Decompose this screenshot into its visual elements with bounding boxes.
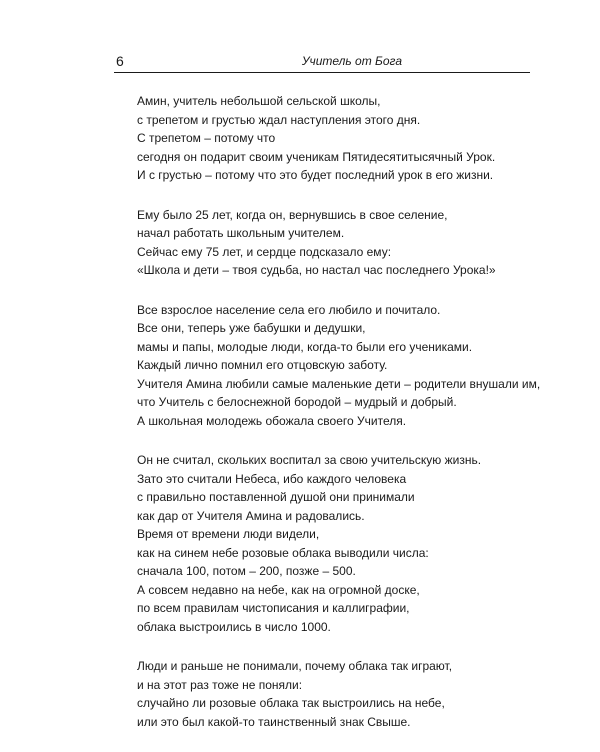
text-line: Он не считал, скольких воспитал за свою учительскую жизнь. [137,453,482,467]
body-text [137,92,541,752]
text-line: Люди и раньше не понимали, почему облака так играют, [137,659,453,673]
text-line: с трепетом и грустью ждал наступления этого дня. [137,112,421,127]
paragraph-3 [137,301,541,431]
text-line: по всем правилам чистописания и каллиграфии, [137,601,410,615]
text-line: А школьная молодежь обожала своего Учителя. [137,413,407,428]
text-line: как дар от Учителя Амина и радовались. [137,508,365,523]
paragraph-4 [137,451,537,636]
paragraph-2 [137,206,537,280]
paragraph-5 [137,657,537,731]
text-line: начал работать школьным учителем. [137,226,345,240]
paragraph-1 [137,92,537,185]
text-line: И с грустью – потому что это будет последний урок в его жизни. [137,168,494,182]
text-line: С трепетом – потому что [137,131,276,145]
text-line: Сейчас ему 75 лет, и сердце подсказало ему: [137,244,392,259]
text-line: Все они, теперь уже бабушки и дедушки, [137,321,366,335]
text-line: Все взрослое население села его любило и почитало. [137,302,441,317]
text-line: Зато это считали Небеса, ибо каждого человека [137,471,407,486]
text-line: Учителя Амина любили самые маленькие дети – родители внушали им, [137,376,541,391]
text-line: Ему было 25 лет, когда он, вернувшись в свое селение, [137,207,448,222]
text-line: случайно ли розовые облака так выстроились на небе, [137,696,445,710]
running-title: Учитель от Бога [301,54,402,68]
text-line: что Учитель с белоснежной бородой – мудрый и добрый. [137,395,457,409]
text-line: с правильно поставленной душой они принимали [137,490,415,504]
text-line: сегодня он подарит своим ученикам Пятидесятитысячный Урок. [137,149,496,164]
text-line: и на этот раз тоже не поняли: [137,677,303,692]
page-number: 6 [116,53,124,69]
text-line: сначала 100, потом – 200, позже – 500. [137,564,356,578]
text-line: Время от времени люди видели, [137,527,320,541]
text-line: «Школа и дети – твоя судьба, но настал час последнего Урока!» [137,263,496,277]
text-line: мамы и папы, молодые люди, когда-то были его учениками. [137,339,473,354]
text-line: облака выстроились в число 1000. [137,619,331,634]
text-line: или это был какой-то таинственный знак Свыше. [137,714,411,729]
text-line: как на синем небе розовые облака выводили числа: [137,545,429,560]
page-header [114,52,530,73]
text-line: А совсем недавно на небе, как на огромной доске, [137,582,420,597]
text-line: Каждый лично помнил его отцовскую заботу. [137,358,388,372]
text-line: Амин, учитель небольшой сельской школы, [137,94,381,108]
